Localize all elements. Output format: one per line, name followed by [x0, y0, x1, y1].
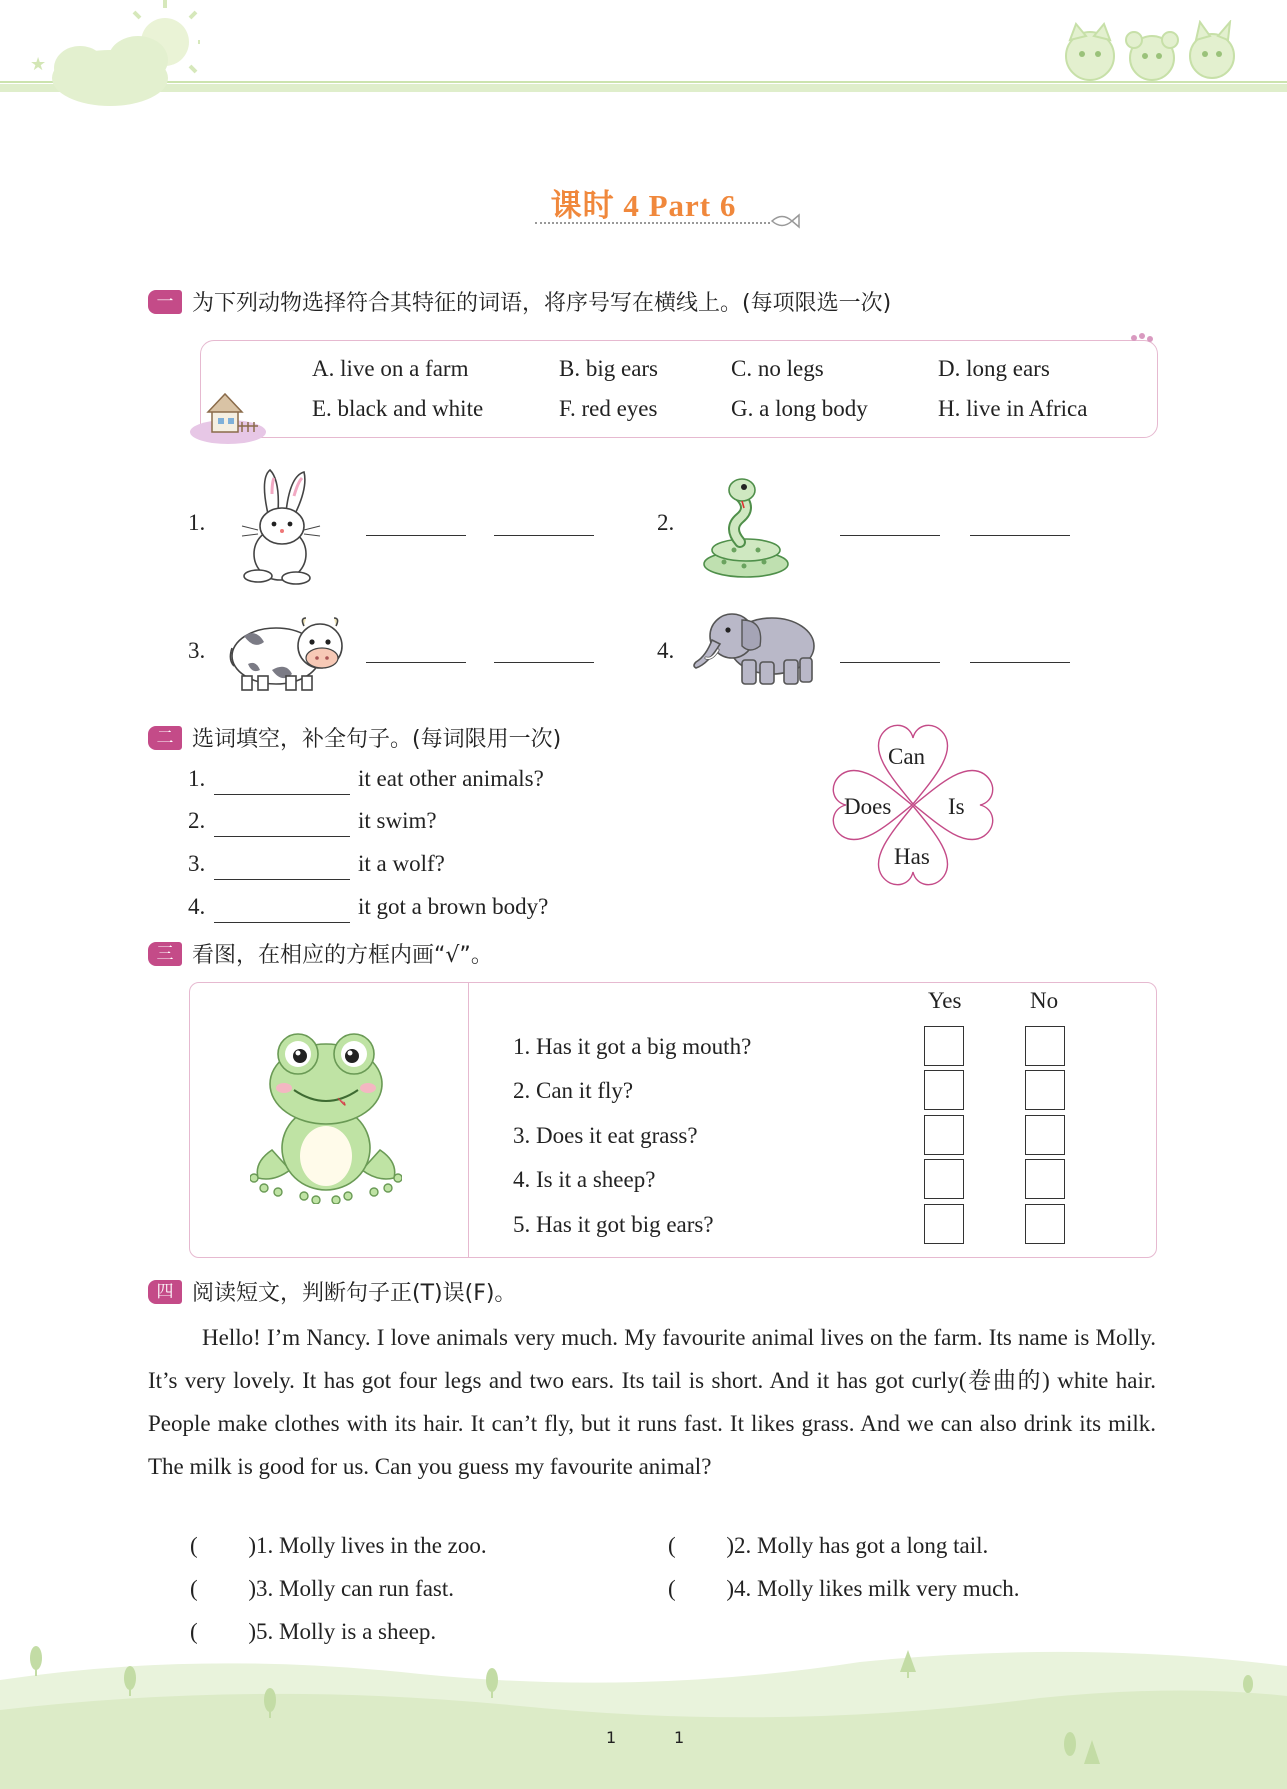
- statement-4-answer-slot[interactable]: ( ): [668, 1576, 734, 1601]
- q3-yes-checkbox[interactable]: [924, 1115, 964, 1155]
- item-3-blank-1[interactable]: [366, 662, 466, 663]
- no-column-header: No: [1030, 988, 1059, 1013]
- item-1-blank-2[interactable]: [494, 535, 594, 536]
- page-title: 课时 4 Part 6: [550, 188, 737, 223]
- section-4-number: 四: [148, 1280, 182, 1304]
- word-has: Has: [894, 844, 930, 869]
- sentence-1-text: it eat other animals?: [358, 766, 544, 791]
- section-2-instruction: 选词填空，补全句子。(每词限用一次): [192, 727, 562, 752]
- section-3-number: 三: [148, 942, 182, 966]
- hills-background: [0, 1640, 1287, 1789]
- statement-2-answer-slot[interactable]: ( ): [668, 1533, 734, 1558]
- item-2-blank-2[interactable]: [970, 535, 1070, 536]
- elephant-icon: [690, 606, 822, 690]
- sentence-2-blank[interactable]: [214, 836, 350, 837]
- statement-2-text: 2. Molly has got a long tail.: [734, 1533, 989, 1558]
- question-2: 2. Can it fly?: [513, 1078, 634, 1103]
- word-can: Can: [888, 744, 926, 769]
- q4-yes-checkbox[interactable]: [924, 1159, 964, 1199]
- q1-no-checkbox[interactable]: [1025, 1026, 1065, 1066]
- section-1-number: 一: [148, 290, 182, 314]
- item-4-blank-2[interactable]: [970, 662, 1070, 663]
- page-number-right: 1: [674, 1728, 685, 1747]
- rabbit-icon: [228, 468, 328, 586]
- item-3-blank-2[interactable]: [494, 662, 594, 663]
- yes-column-header: Yes: [928, 988, 962, 1013]
- sentence-2-number: 2.: [188, 808, 206, 833]
- statement-1-text: 1. Molly lives in the zoo.: [256, 1533, 487, 1558]
- item-1-blank-1[interactable]: [366, 535, 466, 536]
- section-4-heading: [148, 1276, 516, 1307]
- sentence-3-number: 3.: [188, 851, 206, 876]
- question-1: 1. Has it got a big mouth?: [513, 1034, 752, 1059]
- question-3: 3. Does it eat grass?: [513, 1123, 698, 1148]
- item-2-blank-1[interactable]: [840, 535, 940, 536]
- passage-text: Hello! I’m Nancy. I love animals very much. My favourite animal lives on the farm. Its name is Molly. It’s very lovely. It has got four legs and two ears. Its tail is short. And it has got curly(卷曲的) white hair. People make clothes with its hair. It can’t fly, but it runs fast. It likes grass. And we can also drink its milk. The milk is good for us. Can you guess my favourite animal?: [148, 1325, 1156, 1479]
- house-icon: [190, 388, 280, 448]
- animal-faces-icon: [1060, 20, 1250, 85]
- section-3-instruction: 看图，在相应的方框内画“√”。: [192, 943, 493, 968]
- option-d: D. long ears: [938, 356, 1050, 381]
- q3-no-checkbox[interactable]: [1025, 1115, 1065, 1155]
- statement-4: [668, 1576, 1020, 1602]
- sentence-3-blank[interactable]: [214, 879, 350, 880]
- word-is: Is: [948, 794, 965, 819]
- item-4-blank-1[interactable]: [840, 662, 940, 663]
- question-4: 4. Is it a sheep?: [513, 1167, 656, 1192]
- q5-yes-checkbox[interactable]: [924, 1204, 964, 1244]
- statement-5-answer-slot[interactable]: ( ): [190, 1619, 256, 1644]
- statement-2: [668, 1533, 988, 1559]
- statement-4-text: 4. Molly likes milk very much.: [734, 1576, 1020, 1601]
- question-5: 5. Has it got big ears?: [513, 1212, 714, 1237]
- table-divider: [468, 982, 469, 1258]
- sentence-4-number: 4.: [188, 894, 206, 919]
- section-4-instruction: 阅读短文，判断句子正(T)误(F)。: [192, 1281, 517, 1306]
- statement-1: [190, 1533, 487, 1559]
- item-1-number: 1.: [188, 510, 206, 535]
- svg-text:★: ★: [30, 54, 47, 75]
- option-c: C. no legs: [731, 356, 824, 381]
- sentence-1-number: 1.: [188, 766, 206, 791]
- option-f: F. red eyes: [559, 396, 658, 421]
- option-b: B. big ears: [559, 356, 659, 381]
- cow-icon: [228, 614, 346, 696]
- option-e: E. black and white: [312, 396, 484, 421]
- statement-3: [190, 1576, 454, 1602]
- q4-no-checkbox[interactable]: [1025, 1159, 1065, 1199]
- word-does: Does: [844, 794, 892, 819]
- title-underline: [535, 222, 770, 224]
- statement-1-answer-slot[interactable]: ( ): [190, 1533, 256, 1558]
- sentence-3-text: it a wolf?: [358, 851, 445, 876]
- item-3-number: 3.: [188, 638, 206, 663]
- snake-icon: [700, 474, 794, 580]
- option-h: H. live in Africa: [938, 396, 1088, 421]
- sun-cloud-icon: [20, 0, 200, 115]
- section-1-heading: [148, 286, 891, 317]
- q2-no-checkbox[interactable]: [1025, 1070, 1065, 1110]
- section-3-heading: [148, 938, 493, 969]
- word-option-box: [200, 340, 1158, 438]
- sentence-1-blank[interactable]: [214, 794, 350, 795]
- paw-prints-icon: [1128, 330, 1158, 348]
- option-a: A. live on a farm: [312, 356, 469, 381]
- reading-passage: [148, 1316, 1156, 1488]
- q5-no-checkbox[interactable]: [1025, 1204, 1065, 1244]
- item-4-number: 4.: [657, 638, 675, 663]
- statement-5-text: 5. Molly is a sheep.: [256, 1619, 437, 1644]
- frog-icon: [250, 1032, 402, 1204]
- statement-3-answer-slot[interactable]: ( ): [190, 1576, 256, 1601]
- item-2-number: 2.: [657, 510, 675, 535]
- fish-icon: [768, 210, 802, 232]
- sentence-2-text: it swim?: [358, 808, 437, 833]
- q1-yes-checkbox[interactable]: [924, 1026, 964, 1066]
- sentence-4-blank[interactable]: [214, 922, 350, 923]
- section-1-instruction: 为下列动物选择符合其特征的词语，将序号写在横线上。(每项限选一次): [192, 291, 892, 316]
- q2-yes-checkbox[interactable]: [924, 1070, 964, 1110]
- page-number-left: 1: [606, 1728, 617, 1747]
- sentence-4-text: it got a brown body?: [358, 894, 549, 919]
- option-g: G. a long body: [731, 396, 868, 421]
- statement-3-text: 3. Molly can run fast.: [256, 1576, 455, 1601]
- section-2-number: 二: [148, 726, 182, 750]
- section-2-heading: [148, 722, 561, 753]
